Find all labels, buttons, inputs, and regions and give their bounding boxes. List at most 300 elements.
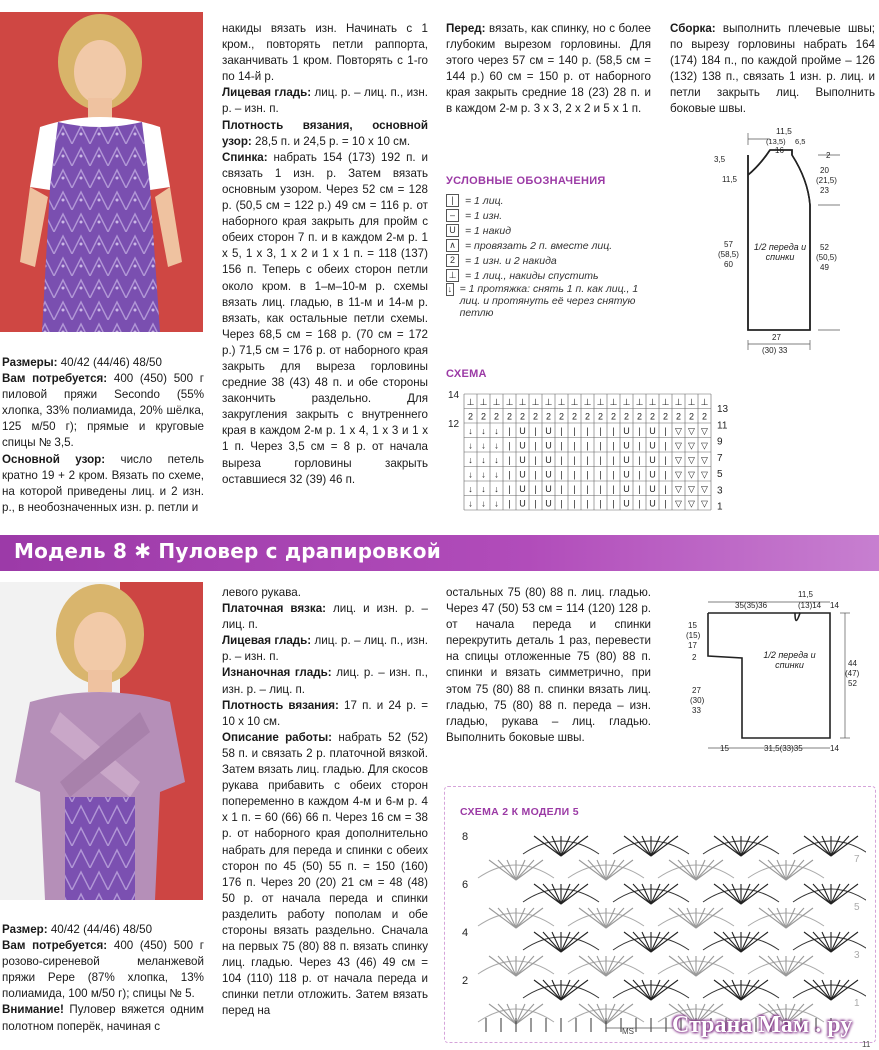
scheme-cell-symbol: ▽ xyxy=(675,483,682,494)
scheme-cell-symbol: ⊥ xyxy=(700,396,709,407)
crochet-stitch xyxy=(696,860,714,880)
pattern-diagram-1 xyxy=(700,125,870,355)
text-left-sleeve: левого рукава. xyxy=(222,586,301,599)
scheme-cell-symbol: | xyxy=(586,483,589,494)
crochet-stitch xyxy=(606,860,624,880)
pattern-label-1: 1/2 переда и спинки xyxy=(753,242,807,262)
crochet-stitch xyxy=(633,932,651,952)
scheme-cell-symbol: ▽ xyxy=(688,483,695,494)
scheme-cell-symbol: U xyxy=(545,483,552,494)
scheme-cell-symbol: U xyxy=(545,425,552,436)
scheme-cell-symbol: | xyxy=(534,469,537,480)
scheme-cell-symbol: | xyxy=(638,498,641,509)
crochet-stitch xyxy=(498,908,516,928)
text-column-3-top xyxy=(446,21,651,118)
scheme-cell-symbol: U xyxy=(545,440,552,451)
dim-length-alt2: 60 xyxy=(724,260,733,269)
crochet-stitch xyxy=(741,932,759,952)
crochet-stitch xyxy=(696,956,714,976)
crochet-stitch xyxy=(633,980,651,1000)
scheme-cell-symbol: U xyxy=(519,469,526,480)
legend-item xyxy=(446,223,661,238)
scheme-cell-symbol: ▽ xyxy=(701,498,708,509)
dim-2: 2 xyxy=(826,151,831,160)
text-sizes: 40/42 (44/46) 48/50 xyxy=(57,356,162,369)
crochet-stitch xyxy=(813,980,831,1000)
scheme-cell-symbol: 2 xyxy=(636,411,643,422)
legend-title: УСЛОВНЫЕ ОБОЗНАЧЕНИЯ xyxy=(446,175,606,187)
scheme-cell-symbol: 2 xyxy=(519,411,526,422)
label-sizes: Размеры: xyxy=(2,356,58,369)
text-attention: Пуловер вяжется одним полотном поперёк, начиная с xyxy=(2,1003,204,1033)
scheme2-row-number: 8 xyxy=(462,831,469,843)
crochet-stitch xyxy=(588,860,606,880)
scheme-cell-symbol: ↓ xyxy=(494,440,499,451)
legend-item xyxy=(446,283,661,319)
text-assembly: выполнить плечевые швы; по вырезу горловины набрать 164 (174) 184 п., по каждой пройме – 126 (132) 138 п., связать 1 изн. р. лиц. и петли закрыть лиц. Выполнить боковые швы. xyxy=(670,22,875,116)
scheme-cell-symbol: ▽ xyxy=(675,440,682,451)
legend-text: = 1 изн. и 2 накида xyxy=(465,254,557,267)
scheme-cell-symbol: ▽ xyxy=(701,483,708,494)
label-description: Описание работы: xyxy=(222,730,333,744)
crochet-stitch xyxy=(768,860,786,880)
scheme-cell-symbol: | xyxy=(534,440,537,451)
scheme-cell-symbol: ↓ xyxy=(468,454,473,465)
scheme-cell-symbol: ⊥ xyxy=(648,396,657,407)
scheme-cell-symbol: 2 xyxy=(532,411,539,422)
text-column-4-top xyxy=(670,21,875,118)
scheme-cell-symbol: | xyxy=(599,483,602,494)
scheme-2-title: СХЕМА 2 К МОДЕЛИ 5 xyxy=(460,806,579,818)
scheme-cell-symbol: U xyxy=(545,498,552,509)
pattern-outline-1 xyxy=(748,150,810,330)
legend-symbol-icon: U xyxy=(446,224,459,237)
crochet-stitch xyxy=(651,932,669,952)
scheme-cell-symbol: ▽ xyxy=(701,469,708,480)
legend-text: = провязать 2 п. вместе лиц. xyxy=(465,239,613,252)
scheme-cell-symbol: ⊥ xyxy=(583,396,592,407)
scheme-row-number: 11 xyxy=(717,420,728,432)
dim-armhole: 20 xyxy=(820,166,829,175)
legend-item xyxy=(446,268,661,283)
crochet-stitch xyxy=(723,980,741,1000)
scheme-cell-symbol: | xyxy=(638,454,641,465)
scheme-cell-symbol: 2 xyxy=(649,411,656,422)
dim-sleeve-alt2: 17 xyxy=(688,641,697,650)
crochet-stitch xyxy=(606,956,624,976)
scheme-cell-symbol: U xyxy=(519,498,526,509)
text-main-pattern: число петель кратно 19 + 2 кром. Вязать по схеме, на которой приведены лиц. и 2 изн. р., в необозначенных изн. р. петли и xyxy=(2,452,204,514)
dim-side: 52 xyxy=(820,243,829,252)
watermark: Страна Мам . ру xyxy=(672,1012,853,1038)
crochet-stitch xyxy=(831,884,849,904)
crochet-stitch xyxy=(741,980,759,1000)
scheme-cell-symbol: | xyxy=(638,440,641,451)
legend-text: = 1 лиц. xyxy=(465,194,504,207)
scheme-row-number: 12 xyxy=(448,419,460,430)
scheme-cell-symbol: 2 xyxy=(610,411,617,422)
scheme-cell-symbol: ▽ xyxy=(675,469,682,480)
text-stockinette-2: лиц. р. – лиц. п., изн. р. – изн. п. xyxy=(222,634,428,664)
crochet-stitch xyxy=(723,884,741,904)
crochet-stitch xyxy=(813,932,831,952)
scheme-cell-symbol: ↓ xyxy=(494,454,499,465)
dim-neck-top: 16 xyxy=(775,146,784,155)
text-materials-2: 400 (450) 500 г розово-сиреневой меланжевой пряжи Pepe (87% хлопка, 13% полиамида, 100 м/50 г); спицы № 5. xyxy=(2,939,204,1001)
scheme-cell-symbol: ↓ xyxy=(468,440,473,451)
scheme-cell-symbol: | xyxy=(573,483,576,494)
legend-symbol-icon: 2 xyxy=(446,254,459,267)
scheme-row-number: 7 xyxy=(717,452,723,464)
scheme2-row-number: 7 xyxy=(854,854,860,865)
legend-text: = 1 накид xyxy=(465,224,512,237)
scheme-cell-symbol: ↓ xyxy=(481,440,486,451)
legend-text: = 1 протяжка: снять 1 п. как лиц., 1 лиц. и протянуть её через снятую петлю xyxy=(459,283,639,319)
dim-neck: 11,5 xyxy=(798,590,813,599)
pattern-label-2: 1/2 переда и спинки xyxy=(763,650,816,670)
scheme-cell-symbol: 2 xyxy=(506,411,513,422)
scheme-cell-symbol: U xyxy=(545,454,552,465)
pattern-diagram-2 xyxy=(680,588,875,758)
legend-item xyxy=(446,193,661,208)
scheme-cell-symbol: ↓ xyxy=(481,469,486,480)
crochet-stitch xyxy=(813,884,831,904)
crochet-stitch xyxy=(831,980,849,1000)
scheme-cell-symbol: | xyxy=(560,440,563,451)
text-stockinette: лиц. р. – лиц. п., изн. р. – изн. п. xyxy=(222,86,428,116)
legend-symbol-icon: ∧ xyxy=(446,239,459,252)
scheme-cell-symbol: | xyxy=(573,498,576,509)
scheme-cell-symbol: U xyxy=(649,425,656,436)
scheme-cell-symbol: | xyxy=(586,425,589,436)
text-size: 40/42 (44/46) 48/50 xyxy=(47,923,153,936)
model-illustration-bottom xyxy=(0,582,203,900)
model-illustration-top xyxy=(0,12,203,332)
scheme-cell-symbol: U xyxy=(649,483,656,494)
text-column-1-bottom xyxy=(2,922,204,1035)
scheme-cell-symbol: ⊥ xyxy=(596,396,605,407)
dim-bottom-right: 14 xyxy=(830,744,839,753)
crochet-stitch xyxy=(561,980,579,1000)
scheme-cell-symbol: | xyxy=(560,483,563,494)
scheme-cell-symbol: U xyxy=(519,440,526,451)
scheme-cell-symbol: ▽ xyxy=(688,469,695,480)
scheme-cell-symbol: 2 xyxy=(701,411,708,422)
scheme-cell-symbol: | xyxy=(573,469,576,480)
scheme-cell-symbol: ▽ xyxy=(675,454,682,465)
crochet-stitch xyxy=(741,836,759,856)
scheme2-row-number: 2 xyxy=(462,975,469,987)
scheme-cell-symbol: U xyxy=(519,483,526,494)
scheme2-row-number: 6 xyxy=(462,879,469,891)
label-stockinette-2: Лицевая гладь: xyxy=(222,634,312,648)
scheme-cell-symbol: | xyxy=(612,498,615,509)
dim-side-alt2: 49 xyxy=(820,263,829,272)
legend-text: = 1 изн. xyxy=(465,209,503,222)
crochet-stitch xyxy=(678,860,696,880)
label-assembly: Сборка: xyxy=(670,22,716,35)
legend-text: = 1 лиц., накиды спустить xyxy=(465,269,599,282)
text-column-3-bottom xyxy=(446,585,651,746)
text-remaining: остальных 75 (80) 88 п. лиц. гладью. Через 47 (50) 53 см = 114 (120) 128 р. от начала переда и спинки перекрутить деталь 1 раз, перевести на спицы отложенные 75 (80) 88 п. спинки и вязать симметрично, при этом 75 (80) 88 п. спинки вязать лиц. гладью, 75 (80) 88 п. переда – изн. гладью, рукава – лиц. гладью. Выполнить боковые швы. xyxy=(446,586,651,744)
scheme-row-number: 5 xyxy=(717,469,723,481)
dim-body-alt2: 33 xyxy=(692,706,701,715)
scheme-cell-symbol: | xyxy=(508,425,511,436)
scheme-cell-symbol: | xyxy=(573,425,576,436)
text-gauge-2: 17 п. и 24 р. = 10 х 10 см. xyxy=(222,698,428,728)
scheme-cell-symbol: | xyxy=(599,454,602,465)
scheme-cell-symbol: U xyxy=(519,425,526,436)
scheme-cell-symbol: U xyxy=(623,498,630,509)
text-column-2-bottom xyxy=(222,585,428,1020)
dim-front-neck: 11,5 xyxy=(722,175,737,184)
crochet-stitch xyxy=(786,956,804,976)
text-back: набрать 154 (173) 192 п. и связать 1 изн. р. Затем вязать основным узором. Через 52 см = 128 р. (50,5 см = 122 р.) 49 см = 116 р. от наборного края закрыть для пройм с обеих сторон 7 п. и в каждом 2-м р. 1 х 5, 1 х 3, 1 х 2 и 1 х 1 п. = 118 (137) 156 п. Теперь с обеих сторон петли около кром. в 1–м–10-м р. схемы вязать лиц. гладью, в 11-м и 14-м р. вязать, как остальные петли схемы. Через 68,5 см = 168 р. (70 см = 172 р.) 71,5 см = 176 р. от наборного края закрыть для выреза горловины средние 38 (43) 48 п. и обе стороны закончить раздельно. Для закругления закрыть с внутреннего края в каждом 2-м р. 1 х 4, 1 х 3 и 1 х 1 п. Через 3,5 см = 8 р. от начала выреза горловины закрыть оставшиеся 32 (39) 46 п. xyxy=(222,150,428,486)
scheme-cell-symbol: ↓ xyxy=(494,469,499,480)
scheme-cell-symbol: ▽ xyxy=(688,498,695,509)
legend-symbol-icon: – xyxy=(446,209,459,222)
scheme-cell-symbol: 2 xyxy=(675,411,682,422)
scheme-cell-symbol: | xyxy=(560,498,563,509)
scheme-cell-symbol: ⊥ xyxy=(531,396,540,407)
label-materials: Вам потребуется: xyxy=(2,372,108,386)
scheme-cell-symbol: ▽ xyxy=(688,425,695,436)
scheme-cell-symbol: | xyxy=(664,469,667,480)
page-number: 11 xyxy=(862,1040,871,1049)
dim-edge: 14 xyxy=(830,601,839,610)
label-size: Размер: xyxy=(2,923,48,936)
scheme-cell-symbol: | xyxy=(534,454,537,465)
legend-symbol-icon: ⊥ xyxy=(446,269,459,282)
legend-item xyxy=(446,253,661,268)
scheme-cell-symbol: | xyxy=(638,483,641,494)
scheme-cell-symbol: 2 xyxy=(493,411,500,422)
scheme-cell-symbol: 2 xyxy=(584,411,591,422)
scheme-cell-symbol: | xyxy=(612,483,615,494)
scheme-cell-symbol: ⊥ xyxy=(570,396,579,407)
scheme-cell-symbol: | xyxy=(586,498,589,509)
scheme-cell-symbol: | xyxy=(534,483,537,494)
dim-body-alt: (30) xyxy=(690,696,705,705)
scheme-cell-symbol: | xyxy=(664,440,667,451)
scheme-cell-symbol: | xyxy=(534,425,537,436)
label-back: Спинка: xyxy=(222,150,268,164)
scheme-cell-symbol: ⊥ xyxy=(466,396,475,407)
label-gauge: Плотность вязания, основной узор: xyxy=(222,118,428,148)
text-garter: лиц. и изн. р. – лиц. п. xyxy=(222,602,429,632)
dim-neck-alt: (13)14 xyxy=(798,601,822,610)
label-gauge-2: Плотность вязания: xyxy=(222,698,339,712)
crochet-stitch xyxy=(561,932,579,952)
dim-sleeve-alt: (15) xyxy=(686,631,701,640)
scheme-cell-symbol: ↓ xyxy=(468,483,473,494)
scheme-cell-symbol: ↓ xyxy=(481,425,486,436)
crochet-stitch xyxy=(543,836,561,856)
scheme-cell-symbol: ↓ xyxy=(494,483,499,494)
crochet-stitch xyxy=(588,908,606,928)
dim-body: 27 xyxy=(692,686,701,695)
scheme-cell-symbol: | xyxy=(586,454,589,465)
dim-bottom-left: 15 xyxy=(720,744,729,753)
crochet-stitch xyxy=(633,884,651,904)
crochet-stitch xyxy=(498,956,516,976)
scheme-cell-symbol: U xyxy=(623,425,630,436)
label-attention: Внимание! xyxy=(2,1003,64,1017)
scheme-cell-symbol: 2 xyxy=(688,411,695,422)
scheme-cell-symbol: ▽ xyxy=(701,454,708,465)
scheme-row-number: 1 xyxy=(717,501,723,513)
scheme-cell-symbol: ⊥ xyxy=(674,396,683,407)
text-reverse-stockinette: лиц. р. – изн. п., изн. р. – лиц. п. xyxy=(222,666,428,696)
scheme-cell-symbol: U xyxy=(649,440,656,451)
dim-armhole-alt: (21,5) xyxy=(816,176,837,185)
crochet-stitch xyxy=(606,908,624,928)
dim-height: 44 xyxy=(848,659,857,668)
scheme-cell-symbol: U xyxy=(519,454,526,465)
text-column-2-top xyxy=(222,21,428,488)
scheme-cell-symbol: | xyxy=(612,425,615,436)
scheme-cell-symbol: | xyxy=(560,469,563,480)
knitting-scheme-1 xyxy=(446,386,756,518)
scheme-cell-symbol: 2 xyxy=(545,411,552,422)
scheme-cell-symbol: U xyxy=(623,440,630,451)
legend-list xyxy=(446,193,661,319)
dim-neck-width-alt: (13,5) xyxy=(766,137,786,146)
crochet-stitch xyxy=(831,932,849,952)
crochet-stitch xyxy=(741,884,759,904)
text-gauge: 28,5 п. и 24,5 р. = 10 х 10 см. xyxy=(251,134,411,148)
scheme-cell-symbol: | xyxy=(586,469,589,480)
dim-step: 2 xyxy=(692,653,697,662)
scheme-cell-symbol: | xyxy=(599,469,602,480)
scheme-cell-symbol: ⊥ xyxy=(492,396,501,407)
scheme-cell-symbol: | xyxy=(573,440,576,451)
dim-sleeve: 15 xyxy=(688,621,697,630)
scheme-cell-symbol: ⊥ xyxy=(544,396,553,407)
scheme-cell-symbol: | xyxy=(508,469,511,480)
crochet-stitch xyxy=(543,884,561,904)
crochet-stitch xyxy=(813,836,831,856)
scheme-cell-symbol: | xyxy=(638,469,641,480)
scheme-cell-symbol: U xyxy=(649,454,656,465)
legend-item xyxy=(446,208,661,223)
crochet-stitch xyxy=(543,932,561,952)
crochet-stitch xyxy=(516,956,534,976)
model-photo-top xyxy=(0,12,203,332)
scheme-cell-symbol: ▽ xyxy=(688,440,695,451)
ms-label: MS xyxy=(622,1027,634,1034)
crochet-stitch xyxy=(543,980,561,1000)
dim-side-alt: (50,5) xyxy=(816,253,837,262)
crochet-stitch xyxy=(516,908,534,928)
scheme-cell-symbol: | xyxy=(664,483,667,494)
crochet-stitch xyxy=(561,884,579,904)
scheme-cell-symbol: | xyxy=(508,483,511,494)
scheme-cell-symbol: ⊥ xyxy=(518,396,527,407)
scheme-cell-symbol: ⊥ xyxy=(479,396,488,407)
scheme-cell-symbol: | xyxy=(664,498,667,509)
crochet-stitch xyxy=(516,860,534,880)
crochet-stitch xyxy=(633,836,651,856)
scheme-cell-symbol: U xyxy=(545,469,552,480)
scheme-cell-symbol: ▽ xyxy=(675,498,682,509)
crochet-stitch xyxy=(588,956,606,976)
scheme-cell-symbol: ⊥ xyxy=(687,396,696,407)
scheme-cell-symbol: U xyxy=(623,483,630,494)
dim-top: 35(35)36 xyxy=(735,601,768,610)
dim-bottom: 31,5(33)35 xyxy=(764,744,803,753)
legend-symbol-icon: ↓ xyxy=(447,284,453,294)
scheme-row-number: 14 xyxy=(448,390,460,401)
dim-width: 27 xyxy=(772,333,781,342)
scheme-cell-symbol: | xyxy=(586,440,589,451)
scheme-cell-symbol: ⊥ xyxy=(661,396,670,407)
crochet-stitch xyxy=(831,836,849,856)
text-front: вязать, как спинку, но с более глубоким вырезом горловины. Для этого через 57 см = 140 р. (58,5 см = 144 р.) 60 см = 150 р. от наборного края закрыть средние 18 (23) 28 п. и в каждом 2-м р. 3 х 3, 2 х 2 и 5 х 1 п. xyxy=(446,22,651,116)
scheme-cell-symbol: ⊥ xyxy=(505,396,514,407)
text-column-1-top xyxy=(2,355,204,516)
scheme-cell-symbol: ↓ xyxy=(494,425,499,436)
scheme-cell-symbol: ⊥ xyxy=(635,396,644,407)
crochet-stitch xyxy=(696,908,714,928)
scheme-cell-symbol: U xyxy=(623,454,630,465)
scheme-title: СХЕМА xyxy=(446,368,487,380)
crochet-stitch xyxy=(768,956,786,976)
scheme-cell-symbol: ▽ xyxy=(701,440,708,451)
label-main-pattern: Основной узор: xyxy=(2,452,106,466)
dim-neck-depth: 3,5 xyxy=(714,155,726,164)
scheme-cell-symbol: 2 xyxy=(558,411,565,422)
dim-armhole-alt2: 23 xyxy=(820,186,829,195)
crochet-stitch xyxy=(498,860,516,880)
crochet-stitch xyxy=(723,932,741,952)
dim-width-alt: (30) 33 xyxy=(762,346,788,355)
scheme-cell-symbol: ▽ xyxy=(675,425,682,436)
dim-neck-width: 11,5 xyxy=(776,126,792,136)
scheme-cell-symbol: | xyxy=(599,440,602,451)
label-garter: Платочная вязка: xyxy=(222,602,327,616)
crochet-scheme-2 xyxy=(456,822,866,1034)
crochet-stitch xyxy=(678,908,696,928)
scheme-cell-symbol: | xyxy=(508,454,511,465)
scheme-cell-symbol: ⊥ xyxy=(557,396,566,407)
model-photo-bottom xyxy=(0,582,203,900)
legend-symbol-icon: | xyxy=(446,194,459,207)
scheme-cell-symbol: U xyxy=(649,498,656,509)
scheme-cell-symbol: 2 xyxy=(467,411,474,422)
scheme-cell-symbol: ↓ xyxy=(481,498,486,509)
label-stockinette: Лицевая гладь: xyxy=(222,86,312,100)
label-reverse-stockinette: Изнаночная гладь: xyxy=(222,666,332,680)
crochet-stitch xyxy=(678,956,696,976)
scheme-row-number: 9 xyxy=(717,436,723,448)
text-materials: 400 (450) 500 г пиловой пряжи Secondo (55% хлопка, 33% полиамида, 20% шёлка, 125 м/50 г); прямые и круговые спицы № 3,5. xyxy=(2,372,204,450)
scheme-cell-symbol: | xyxy=(508,440,511,451)
scheme-cell-symbol: | xyxy=(599,498,602,509)
crochet-stitch xyxy=(786,860,804,880)
label-materials-2: Вам потребуется: xyxy=(2,939,108,953)
scheme2-row-number: 3 xyxy=(854,950,860,961)
scheme-cell-symbol: | xyxy=(664,454,667,465)
scheme2-row-number: 1 xyxy=(854,998,860,1009)
dim-height-alt: (47) xyxy=(845,669,860,678)
scheme-cell-symbol: ↓ xyxy=(468,469,473,480)
scheme-cell-symbol: ↓ xyxy=(481,483,486,494)
scheme-cell-symbol: | xyxy=(560,425,563,436)
crochet-stitch xyxy=(651,836,669,856)
scheme-cell-symbol: ↓ xyxy=(481,454,486,465)
scheme-row-number: 3 xyxy=(717,485,723,497)
